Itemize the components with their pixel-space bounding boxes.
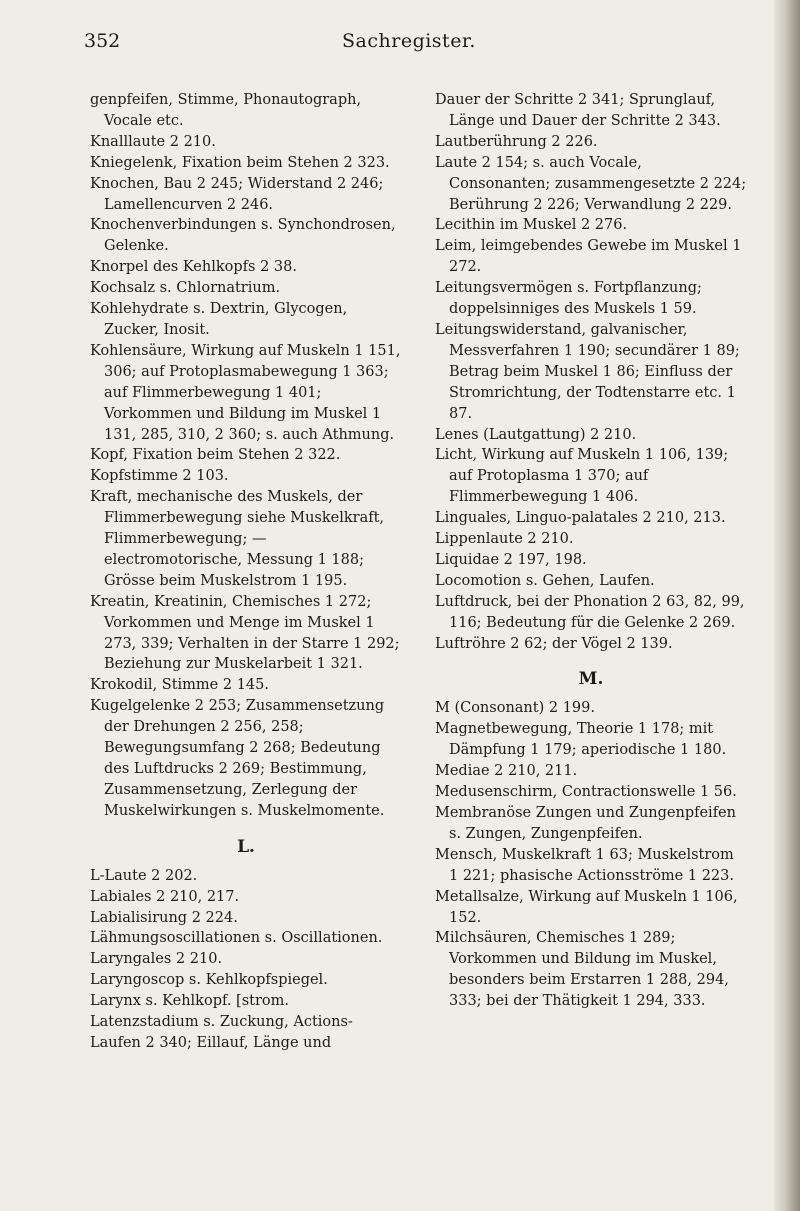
section-heading-l: L. <box>237 836 255 857</box>
page-header <box>84 30 734 60</box>
index-entry: Lautberührung 2 226. <box>435 133 598 150</box>
index-entry: M (Consonant) 2 199. <box>435 700 595 717</box>
index-entry: Magnetbewegung, Theorie 1 178; mit Dämpfung 1 179; aperiodische 1 180. <box>435 721 727 759</box>
page-edge-shadow <box>774 0 800 1211</box>
index-entry: Mediae 2 210, 211. <box>435 763 578 780</box>
index-entry: genpfeifen, Stimme, Phonautograph, Vocale etc. <box>90 92 362 129</box>
index-entry: Kohlehydrate s. Dextrin, Glycogen, Zucker, Inosit. <box>90 301 348 338</box>
index-entry: Labialisirung 2 224. <box>90 909 238 926</box>
index-entry: Kochsalz s. Chlornatrium. <box>90 280 281 297</box>
left-entries-l <box>90 866 402 1054</box>
right-entries-m <box>435 698 747 1012</box>
index-entry: Latenzstadium s. Zuckung, Actions- <box>90 1014 353 1031</box>
index-entry: Luftröhre 2 62; der Vögel 2 139. <box>435 635 673 652</box>
index-entry: Knochen, Bau 2 245; Widerstand 2 246; Lamellencurven 2 246. <box>90 175 384 213</box>
page-number: 352 <box>84 30 121 52</box>
left-entries-k <box>90 90 402 822</box>
index-entry: Laryngoscop s. Kehlkopfspiegel. <box>90 972 328 989</box>
index-entry: Laryngales 2 210. <box>90 951 223 968</box>
index-entry: Leitungswiderstand, galvanischer, Messverfahren 1 190; secundärer 1 89; Betrag beim Muskel 1 86; Einfluss der Stromrichtung, der Todtenstarre etc. 1 87. <box>435 321 740 422</box>
running-title: Sachregister. <box>342 30 476 52</box>
index-entry: Licht, Wirkung auf Muskeln 1 106, 139; auf Protoplasma 1 370; auf Flimmerbewegung 1 406. <box>435 447 729 506</box>
index-entry: Kugelgelenke 2 253; Zusammensetzung der Drehungen 2 256, 258; Bewegungsumfang 2 268; Bedeutung des Luftdrucks 2 269; Bestimmung, Zusammensetzung, Zerlegung der Muskelwirkungen s. Muskelmomente. <box>90 698 385 819</box>
index-entry: Lecithin im Muskel 2 276. <box>435 217 628 234</box>
index-entry: Milchsäuren, Chemisches 1 289; Vorkommen und Bildung im Muskel, besonders beim Erstarren 1 288, 294, 333; bei der Thätigkeit 1 294, 333. <box>435 930 729 1010</box>
index-entry: Kopfstimme 2 103. <box>90 468 229 485</box>
index-entry: Lippenlaute 2 210. <box>435 531 574 548</box>
index-entry: Kraft, mechanische des Muskels, der Flimmerbewegung siehe Muskelkraft, Flimmerbewegung; — electromotorische, Messung 1 188; Grösse beim Muskelstrom 1 195. <box>90 489 385 589</box>
index-entry: Dauer der Schritte 2 341; Sprunglauf, Länge und Dauer der Schritte 2 343. <box>435 92 721 129</box>
index-entry: Metallsalze, Wirkung auf Muskeln 1 106, 152. <box>435 888 738 926</box>
index-entry: Laute 2 154; s. auch Vocale, Consonanten; zusammengesetzte 2 224; Berührung 2 226; Verwandlung 2 229. <box>435 154 747 213</box>
index-entry: Kohlensäure, Wirkung auf Muskeln 1 151, 306; auf Protoplasmabewegung 1 363; auf Flimmerbewegung 1 401; Vorkommen und Bildung im Muskel 1 131, 285, 310, 2 360; s. auch Athmung. <box>90 342 401 443</box>
left-column <box>90 90 402 1054</box>
index-entry: Leitungsvermögen s. Fortpflanzung; doppelsinniges des Muskels 1 59. <box>435 280 702 318</box>
index-entry: Mensch, Muskelkraft 1 63; Muskelstrom 1 221; phasische Actionsströme 1 223. <box>435 846 734 884</box>
index-entry: Labiales 2 210, 217. <box>90 888 240 905</box>
right-entries-l <box>435 90 747 654</box>
index-entry: Leim, leimgebendes Gewebe im Muskel 1 272. <box>435 238 742 276</box>
index-entry: Liquidae 2 197, 198. <box>435 551 587 568</box>
index-entry: Membranöse Zungen und Zungenpfeifen s. Zungen, Zungenpfeifen. <box>435 805 736 842</box>
index-entry: Laufen 2 340; Eillauf, Länge und <box>90 1034 332 1051</box>
section-heading-m: M. <box>578 669 604 690</box>
index-entry: Lähmungsoscillationen s. Oscillationen. <box>90 930 383 947</box>
index-entry: Linguales, Linguo-palatales 2 210, 213. <box>435 510 726 527</box>
index-entry: Knochenverbindungen s. Synchondrosen, Gelenke. <box>90 217 396 255</box>
index-entry: Knalllaute 2 210. <box>90 133 216 150</box>
index-entry: Kopf, Fixation beim Stehen 2 322. <box>90 447 341 464</box>
index-entry: Locomotion s. Gehen, Laufen. <box>435 572 655 589</box>
index-entry: Knorpel des Kehlkopfs 2 38. <box>90 259 297 276</box>
index-entry: Kniegelenk, Fixation beim Stehen 2 323. <box>90 154 390 171</box>
index-entry: Medusenschirm, Contractionswelle 1 56. <box>435 784 737 801</box>
index-entry: Krokodil, Stimme 2 145. <box>90 677 269 694</box>
index-entry: L-Laute 2 202. <box>90 867 198 884</box>
right-column <box>435 90 747 1012</box>
index-entry: Luftdruck, bei der Phonation 2 63, 82, 99, 116; Bedeutung für die Gelenke 2 269. <box>435 593 745 631</box>
index-entry: Kreatin, Kreatinin, Chemisches 1 272; Vorkommen und Menge im Muskel 1 273, 339; Verhalten in der Starre 1 292; Beziehung zur Muskelarbeit 1 321. <box>90 593 400 673</box>
index-entry: Larynx s. Kehlkopf. [strom. <box>90 993 289 1010</box>
index-entry: Lenes (Lautgattung) 2 210. <box>435 426 637 443</box>
